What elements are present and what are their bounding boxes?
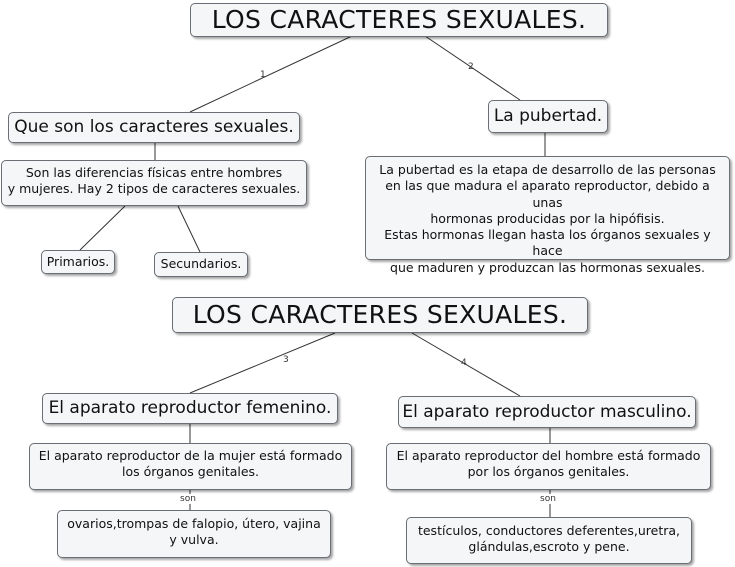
branch4-heading-node[interactable] xyxy=(398,396,696,428)
branch2-heading-node[interactable] xyxy=(488,100,608,133)
branch3-text-node[interactable] xyxy=(29,443,352,490)
child-primarios-label: Primarios. xyxy=(46,253,110,269)
branch3-heading-node[interactable] xyxy=(42,393,338,424)
branch1-text-node[interactable] xyxy=(1,160,307,206)
branch4-result-line: testículos, conductores deferentes,uretra, xyxy=(417,523,681,538)
child-secundarios-label: Secundarios. xyxy=(160,256,242,272)
branch3-text-line: los órganos genitales. xyxy=(121,464,260,480)
branch4-text-line: El aparato reproductor del hombre está formado xyxy=(396,448,701,463)
map1-title-node[interactable] xyxy=(190,3,608,37)
child-primarios[interactable] xyxy=(41,250,115,274)
map2-title: LOS CARACTERES SEXUALES. xyxy=(192,299,568,329)
branch1-text-line: Son las diferencias físicas entre hombres xyxy=(25,165,283,180)
link-number-3: 3 xyxy=(283,355,289,365)
link-number-2: 2 xyxy=(468,62,474,72)
branch3-text-line: El aparato reproductor de la mujer está formado xyxy=(38,448,343,463)
branch2-text-line: en las que madura el aparato reproductor, debido a unas xyxy=(385,178,710,210)
link-number-4: 4 xyxy=(461,358,467,368)
branch1-heading-node[interactable] xyxy=(8,112,300,143)
branch2-text-line: La pubertad es la etapa de desarrollo de las personas xyxy=(379,162,716,177)
child-secundarios[interactable] xyxy=(154,252,248,277)
link-number-1: 1 xyxy=(260,70,266,80)
map1-title: LOS CARACTERES SEXUALES. xyxy=(211,4,587,34)
branch3-result-node[interactable] xyxy=(57,510,331,558)
branch4-text-node[interactable] xyxy=(386,443,711,490)
branch2-text-line: que maduren y produzcan las hormonas sexuales. xyxy=(390,259,705,275)
branch3-result-line: y vulva. xyxy=(169,532,219,548)
branch2-text-line: Estas hormonas llegan hasta los órganos sexuales y hace xyxy=(384,227,711,259)
branch1-text-line: y mujeres. Hay 2 tipos de caracteres sexuales. xyxy=(7,181,301,197)
branch2-text-node[interactable] xyxy=(365,156,730,275)
link-label-son-male: son xyxy=(540,494,556,504)
branch1-heading: Que son los caracteres sexuales. xyxy=(14,117,294,138)
branch2-text-line: hormonas producidas por la hipófisis. xyxy=(430,210,665,226)
branch4-result-node[interactable] xyxy=(406,517,692,564)
link-label-son-female: son xyxy=(180,494,196,504)
branch4-result-line: glándulas,escroto y pene. xyxy=(468,539,630,555)
branch3-result-line: ovarios,trompas de falopio, útero, vajina xyxy=(67,516,321,531)
branch4-text-line: por los órganos genitales. xyxy=(467,464,630,480)
branch3-heading: El aparato reproductor femenino. xyxy=(48,398,332,419)
branch2-heading: La pubertad. xyxy=(493,106,603,127)
branch4-heading: El aparato reproductor masculino. xyxy=(402,401,692,422)
map2-title-node[interactable] xyxy=(172,297,588,333)
